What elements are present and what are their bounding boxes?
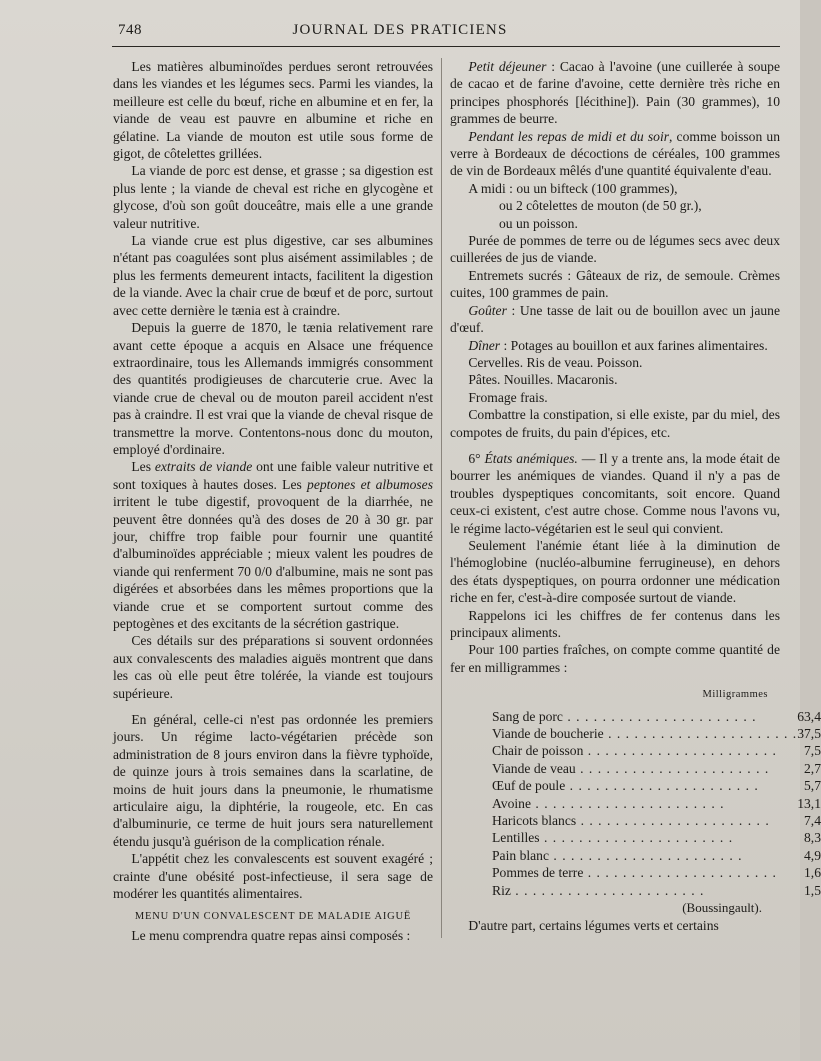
text-run: : Cacao à l'avoine (une cuillerée à soupe de cacao et de farine d'avoine, cette dernière très riche en principes phosphorés [lécithine]). Pain (30 grammes), 10 grammes de beurre. [450, 59, 780, 127]
paragraph: Seulement l'anémie étant liée à la diminution de l'hémoglobine (nucléo-albumine ferrugineuse), en dehors des états dyspeptiques, on pourra ordonner une médication riche en fer, c'est-à-dire composée surtout de viande. [450, 537, 780, 606]
menu-line: Cervelles. Ris de veau. Poisson. [468, 354, 643, 370]
paragraph: Rappelons ici les chiffres de fer contenus dans les principaux aliments. [450, 607, 780, 640]
page-header [0, 16, 800, 44]
section-number: 6° [468, 450, 485, 466]
food-name: Sang de porc . . . [492, 709, 757, 724]
table-unit-header: Milligrammes [702, 689, 768, 701]
table-row [492, 847, 821, 864]
italic-label: Dîner [468, 337, 501, 353]
food-name: Chair de poisson . . . [492, 743, 777, 758]
text-run: irritent le tube digestif, provoquent de la diarrhée, ne peuvent être données qu'à des doses de 20 à 30 gr. par jour, chiffre trop faible pour fournir une quantité d'albuminoïdes appréciable ; mieux valent les poudres de viande qui renferment 70 0/0 d'albumine, mais ne sont pas digérées et absorbées dans les mêmes proportions que la viande crue et se comportent surtout comme des peptogènes et des excitants de la sécrétion gastrique. [113, 494, 433, 631]
food-cell [492, 812, 797, 829]
iron-value: 8,3 [804, 830, 821, 846]
paragraph-extraits [113, 458, 433, 632]
food-cell [492, 847, 797, 864]
food-name: Lentilles . . . [492, 830, 733, 845]
food-cell [492, 882, 797, 899]
paragraph: Purée de pommes de terre ou de légumes secs avec deux cuillerées de jus de viande. [450, 233, 780, 266]
food-name: Œuf de poule . . . [492, 778, 759, 793]
italic-label: Goûter [468, 302, 507, 318]
table-row [492, 812, 821, 829]
table-source: (Boussingault). [682, 900, 762, 916]
text-run: , comme boisson un verre à Bordeaux de décoctions de céréales, 100 grammes de vin de Bordeaux mêlés d'une quantité équivalente d'eau. [450, 128, 780, 179]
menu-line: A midi : ou un bifteck (100 grammes), [468, 180, 678, 196]
paragraph-gouter [450, 302, 780, 337]
text-run: : Une tasse de lait ou de bouillon avec un jaune d'œuf. [450, 302, 780, 336]
food-name: Pain blanc . . . [492, 848, 743, 863]
iron-value: 2,7 [804, 760, 821, 776]
iron-value: 7,4 [804, 813, 821, 829]
menu-line: ou 2 côtelettes de mouton (de 50 gr.), [498, 198, 702, 214]
food-name: Avoine . . . [492, 796, 725, 811]
running-title: JOURNAL DES PRATICIENS [292, 22, 508, 38]
paragraph: Les matières albuminoïdes perdues seront retrouvées dans les viandes et les légumes secs. Parmi les viandes, la meilleure est celle du bœuf, riche en albumine et en fer, la viande de veau est pauvre en albumine et riche en gélatine. La viande de mouton est utile sous forme de gigot, de côtelettes grillées. [113, 59, 433, 162]
food-name: Haricots blancs . . . [492, 813, 770, 828]
paragraph: Depuis la guerre de 1870, le tænia relativement rare avant cette époque a acquis en Alsace une fréquence extraordinaire, tous les Allemands immigrés consomment des quantités prodigieuses de charcuterie crue. Avec la viande crue de cheval ou de mouton pareil accident n'est pas à craindre. Il est vrai que la viande de cheval risque de transmettre la morve. Contentons-nous donc du mouton, employé d'ordinaire. [113, 320, 433, 457]
table-row [492, 760, 821, 777]
paragraph: La viande crue est plus digestive, car ses albumines n'étant pas coagulées sont plus aisément assimilables ; de plus les ferments demeurent intacts, facilitent la digestion de la viande. Avec la chair crue de bœuf et de porc, surtout avec cette dernière le tænia est à craindre. [113, 233, 433, 318]
iron-value: 7,5 [804, 743, 821, 759]
right-column [450, 58, 821, 934]
italic-label: États anémiques. [484, 450, 578, 466]
paragraph: Pour 100 parties fraîches, on compte comme quantité de fer en milligrammes : [450, 642, 780, 675]
text-run: — Il y a trente ans, la mode était de bourrer les anémiques de viandes. Quand il n'y a pas de troubles dyspeptiques concomitants, soit encore. Quand ceux-ci existent, c'est autre chose. Comme nous l'avons vu, le régime lacto-végétarien est le seul qui convient. [450, 450, 780, 536]
food-cell [492, 742, 797, 759]
paragraph: Ces détails sur des préparations si souvent ordonnées aux convalescents des maladies aiguës montrent que dans les cas où elle peut être tolérée, la viande est toujours supérieure. [113, 633, 433, 701]
paragraph: Combattre la constipation, si elle existe, par du miel, des compotes de fruits, du pain d'épices, etc. [450, 407, 780, 440]
header-rule [112, 46, 780, 47]
paragraph-diner [450, 337, 780, 354]
menu-line: Pâtes. Nouilles. Macaronis. [468, 372, 618, 388]
food-cell [492, 760, 797, 777]
food-cell [492, 708, 797, 725]
iron-value: 4,9 [804, 847, 821, 863]
food-name: Viande de veau . . . [492, 761, 769, 776]
table-row [492, 795, 821, 812]
column-divider [441, 58, 442, 938]
paragraph: D'autre part, certains légumes verts et certains [468, 917, 719, 933]
paragraph: L'appétit chez les convalescents est souvent exagéré ; crainte d'une obésité post-infectieuse, il sera sage de modérer les quantités alimentaires. [113, 851, 433, 902]
food-name: Pommes de terre . . . [492, 865, 777, 880]
italic-label: Pendant les repas de midi et du soir [468, 128, 670, 144]
table-row [492, 829, 821, 846]
food-cell [492, 864, 797, 881]
iron-value: 1,6 [804, 865, 821, 881]
food-name: Viande de boucherie . . . [492, 726, 797, 741]
page-number: 748 [118, 22, 142, 38]
italic-term: peptones et albumoses [307, 476, 433, 492]
table-row [492, 882, 821, 899]
food-cell [492, 777, 797, 794]
food-name: Riz . . . [492, 883, 704, 898]
table-row [492, 725, 821, 742]
table-row [492, 742, 821, 759]
food-cell [492, 725, 797, 742]
iron-value: 37,5 [797, 726, 821, 742]
iron-value: 63,4 [797, 708, 821, 724]
italic-label: Petit déjeuner [468, 59, 547, 74]
paragraph-repas [450, 128, 780, 180]
text-run: : Potages au bouillon et aux farines alimentaires. [500, 337, 768, 353]
paragraph: En général, celle-ci n'est pas ordonnée les premiers jours. Un régime lacto-végétarien précède son administration de 8 jours environ dans la fièvre typhoïde, de quinze jours à trois semaines dans la scarlatine, de moins de huit jours dans la pneumonie, le rhumatisme articulaire aigu, la diphtérie, la rougeole, etc. En cas d'albuminurie, ce terme de huit jours sera naturellement étendu jusqu'à guérison de la complication rénale. [113, 712, 433, 849]
text-run: ont une faible valeur nutritive et sont toxiques à hautes doses. Les [113, 459, 433, 492]
paragraph-petit-dejeuner [450, 58, 780, 128]
iron-value: 13,1 [797, 795, 821, 811]
paragraph: Le menu comprendra quatre repas ainsi composés : [131, 927, 411, 943]
italic-term: extraits de viande [154, 459, 253, 475]
iron-value: 5,7 [804, 778, 821, 794]
iron-content-table [492, 708, 821, 899]
food-cell [492, 795, 797, 812]
menu-line: ou un poisson. [498, 215, 578, 231]
iron-value: 1,5 [804, 882, 821, 898]
paragraph-anemiques [450, 450, 780, 537]
text-run: Les [131, 459, 155, 475]
menu-line: Fromage frais. [468, 389, 548, 405]
paragraph: La viande de porc est dense, et grasse ; sa digestion est plus lente ; la viande de cheval est riche en glycogène et glycose, d'où son goût douceâtre, mais elle a une grande valeur nutritive. [113, 163, 433, 231]
paragraph: Entremets sucrés : Gâteaux de riz, de semoule. Crèmes cuites, 100 grammes de pain. [450, 267, 780, 301]
table-row [492, 777, 821, 794]
section-heading: MENU D'UN CONVALESCENT DE MALADIE AIGUË [134, 910, 412, 922]
table-row [492, 864, 821, 881]
left-column [113, 58, 433, 944]
food-cell [492, 829, 797, 846]
table-row [492, 708, 821, 725]
